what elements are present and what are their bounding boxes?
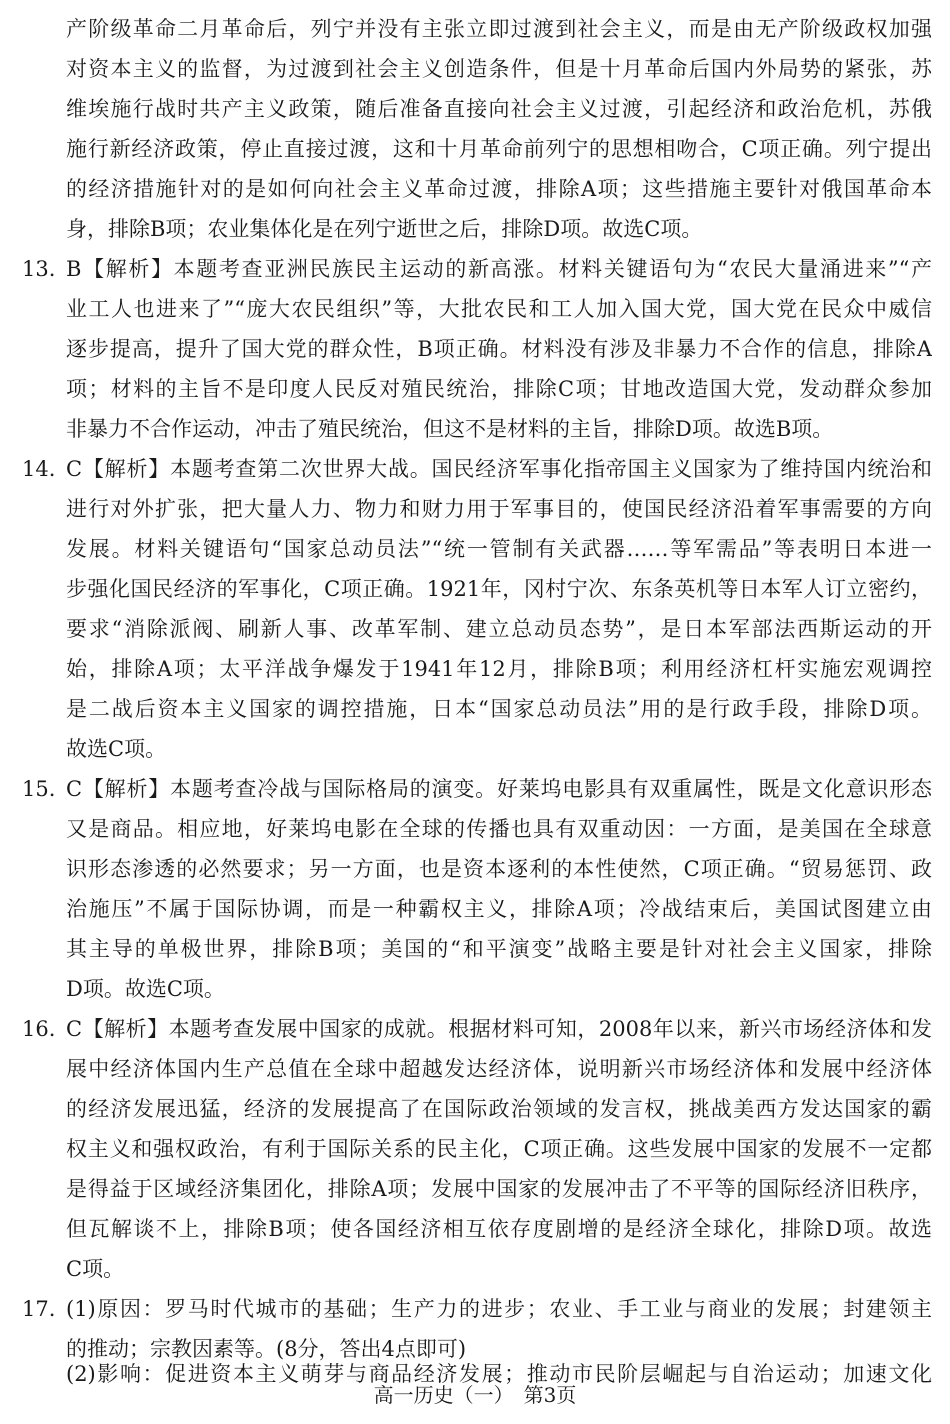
text-line: 对资本主义的监督，为过渡到社会主义创造条件，但是十月革命后国内外局势的紧张，苏: [66, 57, 932, 81]
text-line: 要求“消除派阀、刷新人事、改革军制、建立总动员态势”，是日本军部法西斯运动的开: [66, 617, 932, 641]
text-line: 的经济措施针对的是如何向社会主义革命过渡，排除A项；这些措施主要针对俄国革命本: [66, 177, 932, 201]
item-number: 15.: [22, 777, 56, 801]
text-line: 维埃施行战时共产主义政策，随后准备直接向社会主义过渡，引起经济和政治危机，苏俄: [66, 97, 932, 121]
text-line: C【解析】本题考查冷战与国际格局的演变。好莱坞电影具有双重属性，既是文化意识形态: [66, 777, 932, 801]
text-line: 是二战后资本主义国家的调控措施，日本“国家总动员法”用的是行政手段，排除D项。: [66, 697, 932, 721]
text-line: C项。: [66, 1257, 125, 1281]
item-number: 13.: [22, 257, 56, 281]
text-line: (2)影响：促进资本主义萌芽与商品经济发展；推动市民阶层崛起与自治运动；加速文化: [66, 1362, 932, 1386]
text-line: 是得益于区域经济集团化，排除A项；发展中国家的发展冲击了不平等的国际经济旧秩序，: [66, 1177, 932, 1201]
text-line: 非暴力不合作运动，冲击了殖民统治，但这不是材料的主旨，排除D项。故选B项。: [66, 417, 834, 441]
text-line: 展中经济体国内生产总值在全球中超越发达经济体，说明新兴市场经济体和发展中经济体: [66, 1057, 932, 1081]
text-line: 项；材料的主旨不是印度人民反对殖民统治，排除C项；甘地改造国大党，发动群众参加: [66, 377, 932, 401]
text-line: C【解析】本题考查发展中国家的成就。根据材料可知，2008年以来，新兴市场经济体和发: [66, 1017, 932, 1041]
text-line: 施行新经济政策，停止直接过渡，这和十月革命前列宁的思想相吻合，C项正确。列宁提出: [66, 137, 932, 161]
page-footer: 高一历史（一） 第3页: [373, 1383, 577, 1407]
text-line: 治施压”不属于国际协调，而是一种霸权主义，排除A项；冷战结束后，美国试图建立由: [66, 897, 932, 921]
text-line: B【解析】本题考查亚洲民族民主运动的新高涨。材料关键语句为“农民大量涌进来”“产: [66, 257, 932, 281]
item-number: 16.: [22, 1017, 56, 1041]
text-line: 逐步提高，提升了国大党的群众性，B项正确。材料没有涉及非暴力不合作的信息，排除A: [66, 337, 932, 361]
text-line: 业工人也进来了”“庞大农民组织”等，大批农民和工人加入国大党，国大党在民众中威信: [66, 297, 932, 321]
text-line: 发展。材料关键语句“国家总动员法”“统一管制有关武器……等军需品”等表明日本进一: [66, 537, 932, 561]
text-line: 步强化国民经济的军事化，C项正确。1921年，冈村宁次、东条英机等日本军人订立密约，: [66, 577, 932, 601]
item-number: 14.: [22, 457, 56, 481]
text-line: D项。故选C项。: [66, 977, 225, 1001]
text-line: (1)原因：罗马时代城市的基础；生产力的进步；农业、手工业与商业的发展；封建领主: [66, 1297, 932, 1321]
text-line: 故选C项。: [66, 737, 167, 761]
text-line: 进行对外扩张，把大量人力、物力和财力用于军事目的，使国民经济沿着军事需要的方向: [66, 497, 932, 521]
text-line: 的推动；宗教因素等。(8分，答出4点即可): [66, 1337, 467, 1361]
item-number: 17.: [22, 1297, 56, 1321]
text-line: C【解析】本题考查第二次世界大战。国民经济军事化指帝国主义国家为了维持国内统治和: [66, 457, 932, 481]
text-line: 但瓦解谈不上，排除B项；使各国经济相互依存度剧增的是经济全球化，排除D项。故选: [66, 1217, 932, 1241]
text-line: 身，排除B项；农业集体化是在列宁逝世之后，排除D项。故选C项。: [66, 217, 703, 241]
text-line: 其主导的单极世界，排除B项；美国的“和平演变”战略主要是针对社会主义国家，排除: [66, 937, 932, 961]
text-line: 产阶级革命二月革命后，列宁并没有主张立即过渡到社会主义，而是由无产阶级政权加强: [66, 17, 932, 41]
text-line: 又是商品。相应地，好莱坞电影在全球的传播也具有双重动因：一方面，是美国在全球意: [66, 817, 932, 841]
text-line: 权主义和强权政治，有利于国际关系的民主化，C项正确。这些发展中国家的发展不一定都: [66, 1137, 932, 1161]
text-line: 的经济发展迅猛，经济的发展提高了在国际政治领域的发言权，挑战美西方发达国家的霸: [66, 1097, 932, 1121]
text-line: 始，排除A项；太平洋战争爆发于1941年12月，排除B项；利用经济杠杆实施宏观调控: [66, 657, 932, 681]
text-line: 识形态渗透的必然要求；另一方面，也是资本逐利的本性使然，C项正确。“贸易惩罚、政: [66, 857, 932, 881]
